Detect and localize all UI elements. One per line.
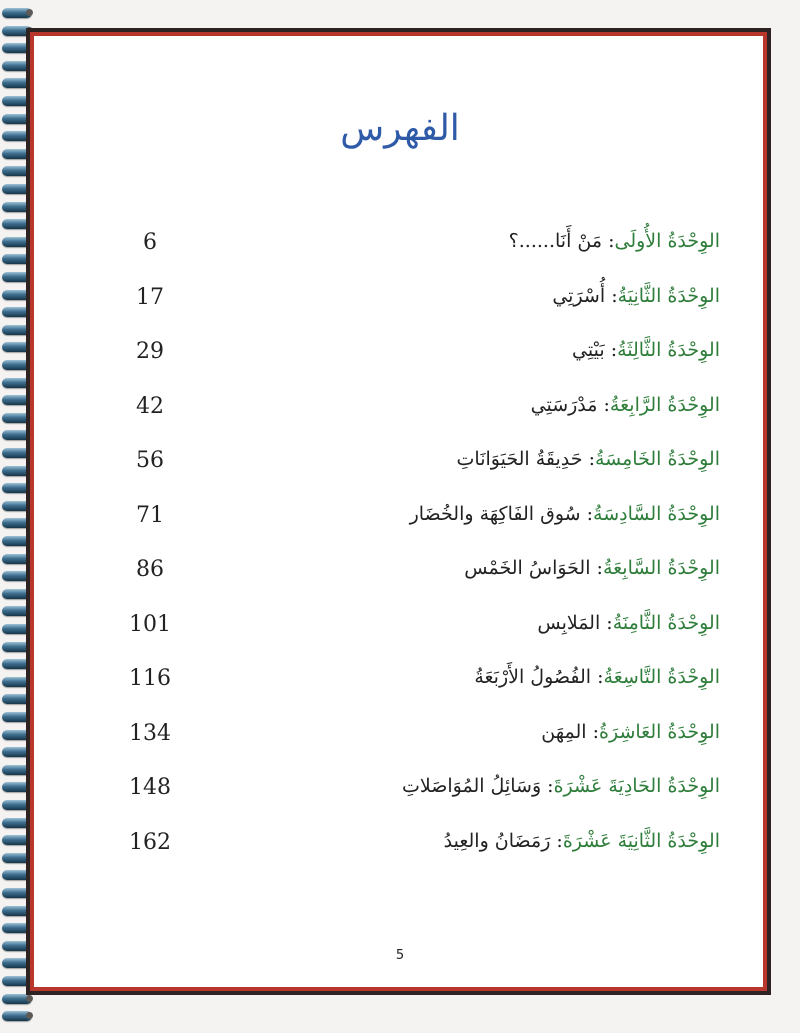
toc-unit-title: المِهَن (541, 720, 587, 743)
toc-row[interactable] (110, 388, 720, 443)
toc-row[interactable] (110, 497, 720, 552)
binding-hole (26, 9, 33, 16)
toc-entry (410, 503, 720, 525)
toc-page-number: 56 (136, 448, 164, 473)
toc-unit-label: الوِحْدَةُ الحَادِيَةَ عَشْرَةَ (553, 775, 720, 797)
toc-row[interactable] (110, 224, 720, 279)
toc-unit-label: الوِحْدَةُ الأُولَى (614, 230, 720, 252)
toc-row[interactable] (110, 606, 720, 661)
toc-unit-title: رَمَضَانُ والعِيدُ (443, 829, 551, 852)
toc-unit-title: بَيْتِي (572, 339, 605, 361)
toc-separator: : (556, 829, 563, 852)
toc-unit-label: الوِحْدَةُ الثَّانِيَةَ عَشْرَةَ (562, 829, 720, 852)
toc-page-number: 148 (129, 775, 171, 800)
toc-separator: : (606, 611, 613, 634)
toc-unit-title: سُوق الفَاكِهَة والخُضَار (409, 502, 581, 525)
binding-hole (26, 995, 33, 1002)
toc-separator: : (586, 502, 594, 525)
toc-entry (474, 666, 720, 688)
toc-entry (541, 721, 720, 743)
toc-page-number: 6 (143, 230, 157, 255)
toc-separator: : (547, 775, 554, 797)
toc-page-number: 101 (129, 611, 171, 637)
toc-entry (464, 557, 720, 579)
toc-page-number: 86 (136, 557, 164, 582)
toc-entry (509, 230, 720, 252)
toc-unit-title: مَنْ أَنَا......؟ (508, 230, 603, 252)
toc-unit-label: الوِحْدَةُ التَّاسِعَةُ (603, 666, 720, 688)
toc-separator: : (597, 666, 604, 688)
toc-unit-label: الوِحْدَةُ الرَّابِعَةُ (609, 393, 720, 416)
toc-page-number: 71 (136, 502, 164, 528)
toc-separator: : (610, 339, 618, 361)
toc-unit-title: أُسْرَتِي (552, 284, 606, 307)
toc-row[interactable] (110, 769, 720, 824)
toc-separator: : (611, 284, 618, 307)
toc-entry (552, 285, 720, 307)
toc-separator: : (608, 230, 615, 252)
toc-separator: : (603, 393, 610, 416)
toc-page-number: 42 (136, 393, 164, 419)
toc-unit-label: الوِحْدَةُ السَّادِسَةُ (593, 502, 720, 525)
toc-unit-title: وَسَائِلُ المُوَاصَلاتِ (402, 775, 542, 797)
toc-row[interactable] (110, 442, 720, 497)
toc-entry (402, 775, 720, 797)
toc-unit-label: الوِحْدَةُ الخَامِسَةُ (594, 448, 720, 470)
toc-unit-title: الفُصُولُ الأَرْبَعَةُ (474, 666, 592, 688)
toc-page-number: 162 (129, 829, 171, 855)
toc-unit-label: الوِحْدَةُ الثَّالِثَةُ (617, 339, 720, 361)
toc-entry (572, 339, 720, 361)
toc-unit-title: مَدْرَسَتِي (530, 393, 598, 416)
toc-separator: : (592, 720, 600, 743)
toc-unit-title: حَدِيقَةُ الحَيَوَانَاتِ (456, 448, 583, 470)
toc-row[interactable] (110, 551, 720, 606)
toc-separator: : (596, 557, 603, 579)
toc-row[interactable] (110, 715, 720, 770)
toc-unit-label: الوِحْدَةُ العَاشِرَةُ (599, 720, 720, 743)
toc-row[interactable] (110, 824, 720, 879)
toc-unit-title: الحَوَاسُ الخَمْس (464, 557, 591, 579)
toc-page-number: 116 (129, 666, 171, 691)
toc-entry (531, 394, 720, 416)
toc-entry (537, 612, 720, 634)
toc-entry (444, 830, 720, 852)
toc-page-number: 134 (129, 720, 171, 746)
toc-row[interactable] (110, 279, 720, 334)
page-title: الفهرس (340, 108, 460, 149)
toc-page-number: 29 (136, 339, 164, 364)
binding-hole (26, 1012, 33, 1019)
toc-unit-label: الوِحْدَةُ الثَّانِيَةُ (617, 284, 720, 307)
toc-separator: : (588, 448, 595, 470)
toc-unit-label: الوِحْدَةُ السَّابِعَةُ (602, 557, 720, 579)
table-of-contents (110, 224, 720, 878)
toc-unit-title: المَلابِس (537, 611, 601, 634)
toc-page-number: 17 (136, 284, 164, 310)
toc-unit-label: الوِحْدَةُ الثَّامِنَةُ (612, 611, 720, 634)
toc-row[interactable] (110, 660, 720, 715)
toc-entry (457, 448, 720, 470)
page-number: 5 (395, 948, 405, 963)
toc-row[interactable] (110, 333, 720, 388)
